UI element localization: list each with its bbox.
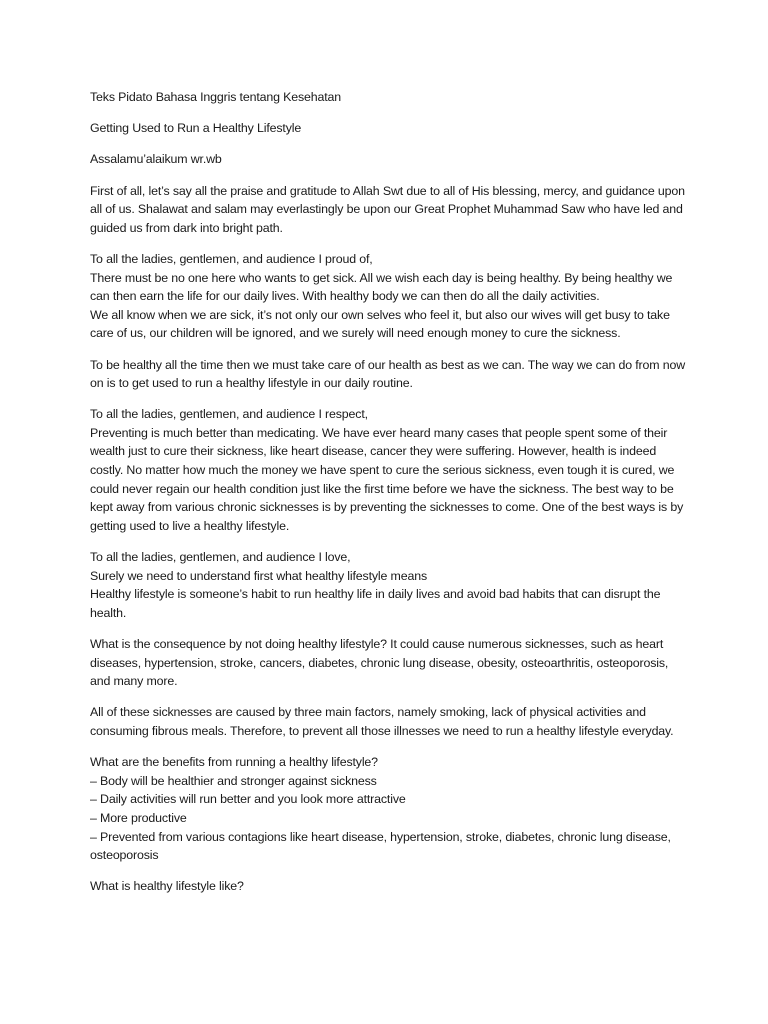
healthy-routine-paragraph bbox=[90, 356, 690, 393]
paragraph-line: First of all, let’s say all the praise and gratitude to Allah Swt due to all of His blessing, mercy, and guidance upon all of us. Shalawat and salam may everlastingly be upon our Great Prophet Muhammad Saw who have led and guided us from dark into bright path. bbox=[90, 183, 685, 235]
title-line: Teks Pidato Bahasa Inggris tentang Kesehatan bbox=[90, 90, 342, 104]
benefits-paragraph bbox=[90, 753, 690, 865]
paragraph-line: We all know when we are sick, it’s not only our own selves who feel it, but also our wives will get busy to take care of us, our children will be ignored, and we surely will need enough money to cure the sickness. bbox=[90, 307, 670, 341]
causes-paragraph bbox=[90, 703, 690, 740]
paragraph-line: There must be no one here who wants to get sick. All we wish each day is being healthy. By being healthy we can then earn the life for our daily lives. With healthy body we can then do all the daily activities. bbox=[90, 270, 673, 304]
paragraph-line: To all the ladies, gentlemen, and audience I proud of, bbox=[90, 251, 373, 266]
benefit-item: – Prevented from various contagions like heart disease, hypertension, stroke, diabetes, chronic lung disease, osteoporosis bbox=[90, 829, 671, 863]
audience-love-paragraph bbox=[90, 548, 690, 622]
paragraph-line: To all the ladies, gentlemen, and audience I respect, bbox=[90, 407, 368, 422]
document-page bbox=[90, 88, 690, 909]
benefit-item: – More productive bbox=[90, 810, 187, 825]
paragraph-line: To be healthy all the time then we must take care of our health as best as we can. The way we can do from now on is to get used to run a healthy lifestyle in our daily routine. bbox=[90, 357, 686, 391]
paragraph-line: Healthy lifestyle is someone’s habit to run healthy life in daily lives and avoid bad habits that can disrupt the health. bbox=[90, 587, 661, 620]
document-title bbox=[90, 88, 690, 107]
speech-title bbox=[90, 119, 690, 138]
paragraph-line: What is healthy lifestyle like? bbox=[90, 879, 244, 894]
greeting-paragraph bbox=[90, 150, 690, 169]
consequence-paragraph bbox=[90, 635, 690, 691]
audience-proud-paragraph bbox=[90, 250, 690, 343]
paragraph-line: To all the ladies, gentlemen, and audience I love, bbox=[90, 550, 351, 565]
paragraph-line: What are the benefits from running a healthy lifestyle? bbox=[90, 755, 378, 770]
opening-paragraph bbox=[90, 182, 690, 238]
paragraph-line: Surely we need to understand first what healthy lifestyle means bbox=[90, 568, 427, 583]
greeting-line: Assalamu’alaikum wr.wb bbox=[90, 152, 222, 167]
paragraph-line: Preventing is much better than medicating. We have ever heard many cases that people spent some of their wealth just to cure their sickness, like heart disease, cancer they were suffering. However, health is indeed costly. No matter how much the money we have spent to cure the serious sickness, even tough it is cured, we could never regain our health condition just like the first time before we have the sickness. The best way to be kept away from various chronic sicknesses is by preventing the sicknesses to come. One of the best ways is by getting used to live a healthy lifestyle. bbox=[90, 425, 684, 533]
benefit-item: – Body will be healthier and stronger against sickness bbox=[90, 773, 377, 788]
paragraph-line: All of these sicknesses are caused by three main factors, namely smoking, lack of physical activities and consuming fibrous meals. Therefore, to prevent all those illnesses we need to run a healthy lifestyle everyday. bbox=[90, 705, 674, 738]
lifestyle-question-paragraph bbox=[90, 877, 690, 896]
audience-respect-paragraph bbox=[90, 405, 690, 535]
benefit-item: – Daily activities will run better and you look more attractive bbox=[90, 792, 406, 807]
speech-title-line: Getting Used to Run a Healthy Lifestyle bbox=[90, 121, 302, 136]
paragraph-line: What is the consequence by not doing healthy lifestyle? It could cause numerous sicknesses, such as heart diseases, hypertension, stroke, cancers, diabetes, chronic lung disease, obesity, osteoarthritis, osteoporosis, and many more. bbox=[90, 637, 669, 689]
